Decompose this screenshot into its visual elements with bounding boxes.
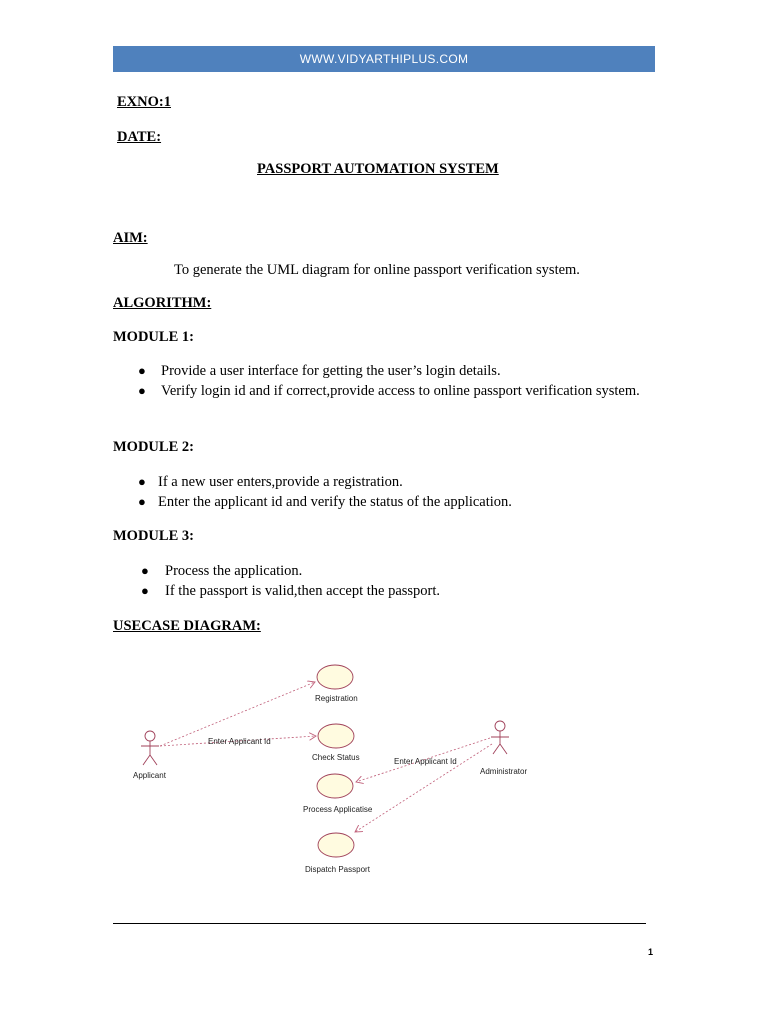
administrator-label: Administrator bbox=[480, 767, 528, 776]
usecase-dispatch-passport bbox=[305, 833, 371, 874]
algorithm-heading: ALGORITHM: bbox=[113, 295, 212, 311]
bullet-icon: ● bbox=[141, 583, 149, 598]
page-number: 1 bbox=[648, 947, 654, 957]
list-item: ● Verify login id and if correct,provide access to online passport verification system. bbox=[138, 383, 640, 399]
edge-label-applicant: Enter Applicant Id bbox=[208, 737, 271, 746]
module-1-heading: MODULE 1: bbox=[113, 329, 194, 345]
applicant-label: Applicant bbox=[133, 771, 166, 780]
footer-divider bbox=[113, 923, 646, 924]
bullet-icon: ● bbox=[138, 363, 146, 378]
document-title: PASSPORT AUTOMATION SYSTEM bbox=[257, 161, 499, 177]
date-label: DATE: bbox=[117, 129, 162, 145]
list-item: ● Enter the applicant id and verify the status of the application. bbox=[138, 494, 512, 510]
usecase-check-status bbox=[312, 724, 360, 762]
aim-text: To generate the UML diagram for online passport verification system. bbox=[174, 262, 580, 278]
applicant-actor bbox=[141, 731, 159, 765]
bullet-icon: ● bbox=[141, 563, 149, 578]
exno-label: EXNO:1 bbox=[117, 94, 171, 110]
bullet-icon: ● bbox=[138, 494, 146, 509]
list-item: ● If a new user enters,provide a registration. bbox=[138, 474, 403, 490]
svg-text:Registration: Registration bbox=[315, 694, 358, 703]
list-item: ● Provide a user interface for getting the user’s login details. bbox=[138, 363, 501, 379]
aim-heading: AIM: bbox=[113, 230, 148, 246]
list-item: ● Process the application. bbox=[141, 563, 303, 579]
edge-label-administrator: Enter Applicant Id bbox=[394, 757, 457, 766]
svg-text:Process Applicatise: Process Applicatise bbox=[303, 805, 373, 814]
module-3-heading: MODULE 3: bbox=[113, 528, 194, 544]
usecase-heading: USECASE DIAGRAM: bbox=[113, 618, 261, 634]
usecase-registration bbox=[315, 665, 358, 703]
bullet-icon: ● bbox=[138, 474, 146, 489]
module-2-heading: MODULE 2: bbox=[113, 439, 194, 455]
svg-text:Check Status: Check Status bbox=[312, 753, 360, 762]
list-item: ● If the passport is valid,then accept the passport. bbox=[141, 583, 441, 599]
site-banner: WWW.VIDYARTHIPLUS.COM bbox=[113, 46, 655, 72]
administrator-actor bbox=[491, 721, 509, 754]
svg-text:Dispatch Passport: Dispatch Passport bbox=[305, 865, 370, 874]
bullet-icon: ● bbox=[138, 383, 146, 398]
usecase-process-application bbox=[303, 774, 373, 814]
